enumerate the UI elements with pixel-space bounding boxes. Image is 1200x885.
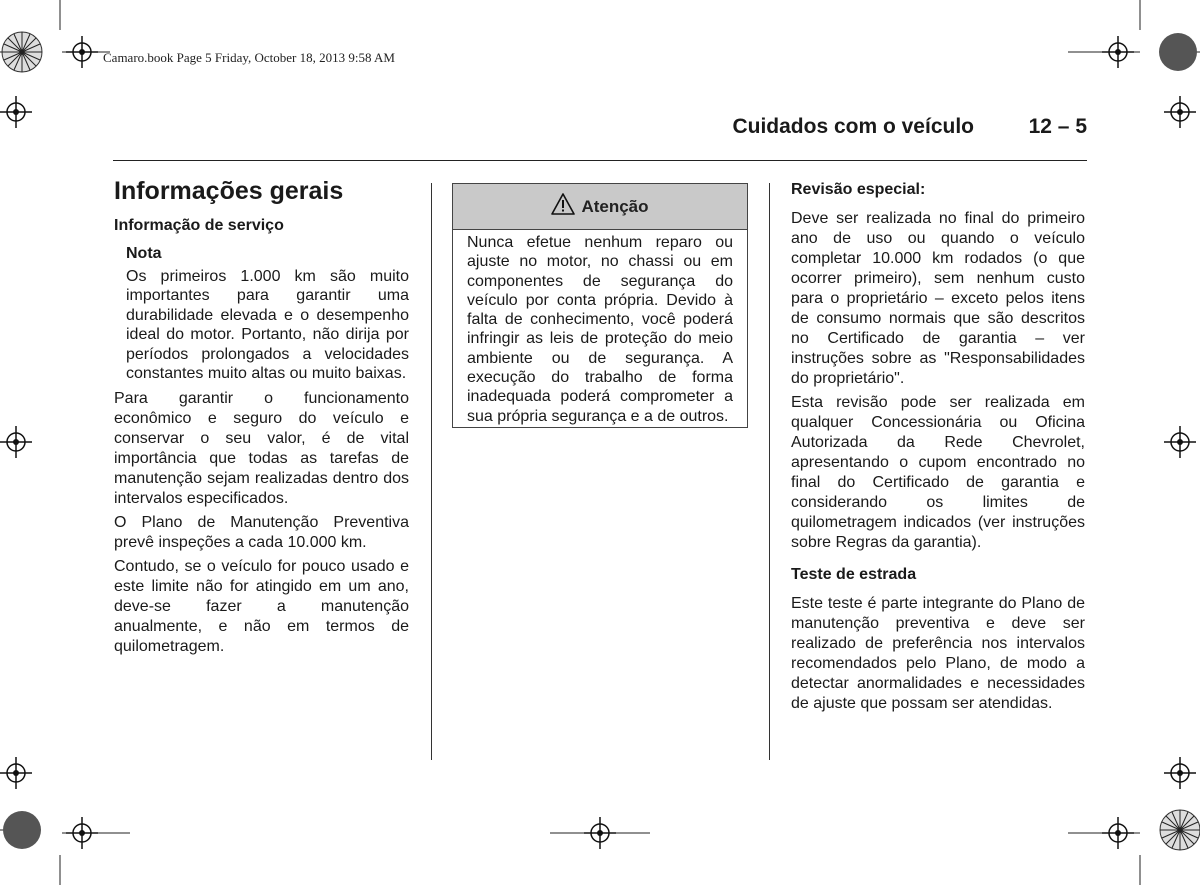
page-number: 12 – 5 [1028,115,1087,138]
road-test-paragraph: Este teste é parte integrante do Plano de manutenção preventiva e deve ser realizado de preferência nos intervalos recomendados pelo Plano, de modo a detectar anormalidades e necessidades de ajuste que possam ser atendidas. [791,595,1085,712]
warning-label: Atenção [581,196,649,216]
column-divider-left [431,183,432,760]
header-rule [113,160,1087,161]
chapter-title: Cuidados com o veículo [732,115,974,138]
left-column [114,176,409,657]
note-label: Nota [126,245,162,262]
warning-triangle-icon [551,193,575,220]
road-test-title: Teste de estrada [791,566,917,583]
file-slug-line: Camaro.book Page 5 Friday, October 18, 2013 9:58 AM [103,50,395,65]
right-column [791,180,1085,714]
special-review-paragraph-1: Deve ser realizada no final do primeiro ano de uso ou quando o veículo completar 10.000 km rodados (o que ocorrer primeiro), sem nenhum custo para o proprietário – exceto pelos itens de consumo normais que são descritos no Certificado de garantia – ver instruções sobre as "Responsabilidades do proprietário". [791,210,1085,387]
column-divider-right [769,183,770,760]
special-review-title: Revisão especial: [791,181,926,198]
subheading: Informação de serviço [114,217,284,234]
warning-box [452,183,748,428]
note-text: Os primeiros 1.000 km são muito importantes para garantir uma durabilidade elevada e o desempenho ideal do motor. Portanto, não dirija por períodos prolongados a velocidades constantes muito altas ou muito baixas. [126,268,409,383]
warning-header [453,184,747,230]
paragraph-3: Contudo, se o veículo for pouco usado e este limite não for atingido em um ano, deve-se fazer a manutenção anualmente, e não em termos de quilometragem. [114,558,409,656]
paragraph-1: Para garantir o funcionamento econômico e seguro do veículo e conservar o seu valor, é de vital importância que todas as tarefas de manutenção sejam realizadas dentro dos intervalos especificados. [114,390,409,508]
note-block [114,244,409,383]
warning-text: Nunca efetue nenhum reparo ou ajuste no motor, no chassi ou em componentes de segurança do veículo por conta própria. Devido à falta de conhecimento, você poderá infringir as leis de proteção do meio ambiente ou de segurança. A execução do trabalho de forma inadequada poderá comprometer a sua própria segurança e a de outros. [467,234,733,425]
section-heading: Informações gerais [114,177,344,205]
paragraph-2: O Plano de Manutenção Preventiva prevê inspeções a cada 10.000 km. [114,514,409,552]
special-review-paragraph-2: Esta revisão pode ser realizada em qualquer Concessionária ou Oficina Autorizada da Rede Chevrolet, apresentando o cupom encontrado no final do Certificado de garantia e considerando os limites de quilometragem indicados (ver instruções sobre Regras da garantia). [791,394,1085,551]
